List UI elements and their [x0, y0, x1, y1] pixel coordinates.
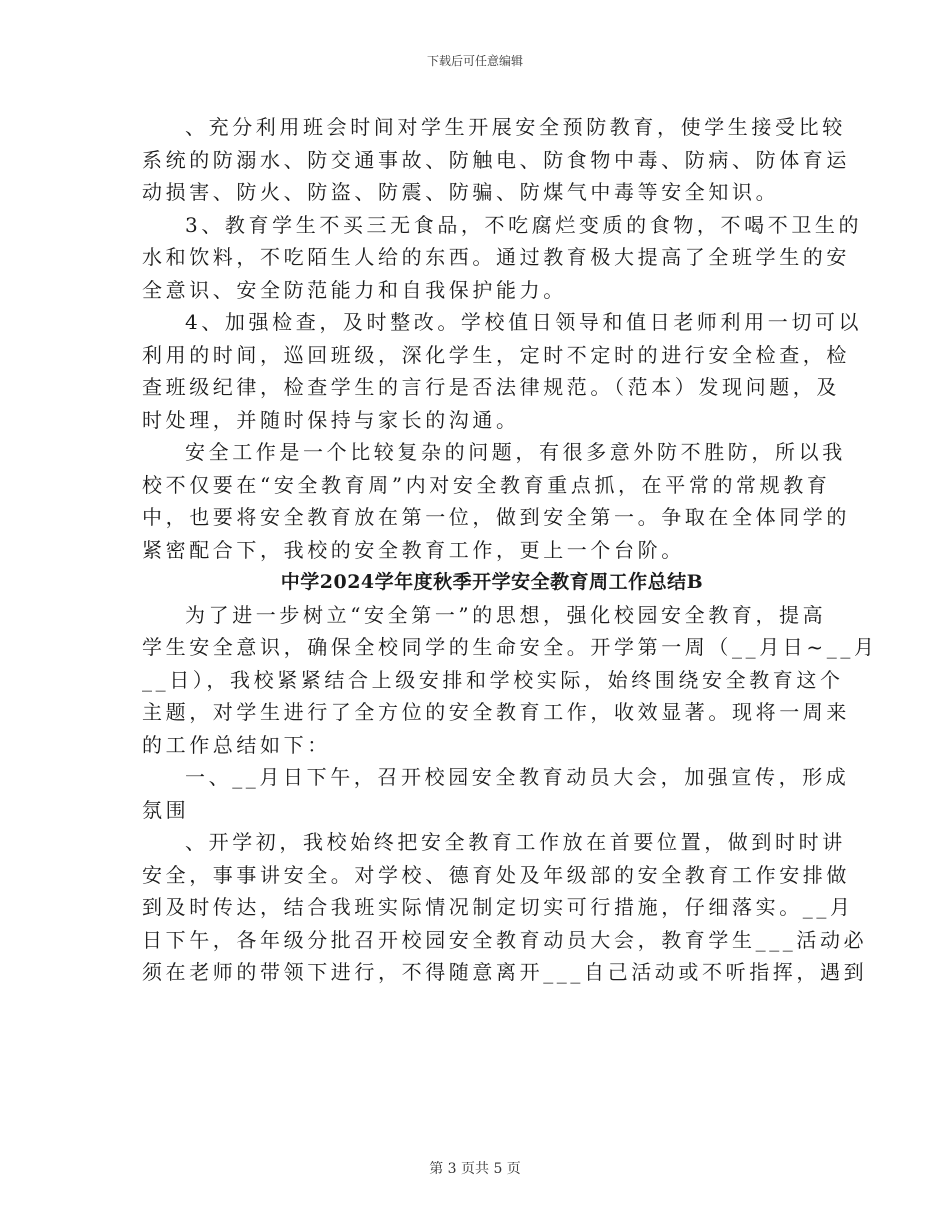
paragraph-line: __日），我校紧紧结合上级安排和学校实际，始终围绕安全教育这个	[142, 667, 844, 692]
paragraph-line: 查班级纪律，检查学生的言行是否法律规范。（范本）发现问题，及	[142, 375, 840, 399]
paragraph-line: 须在老师的带领下进行，不得随意离开___自己活动或不听指挥，遇到	[142, 960, 868, 984]
paragraph-line: 安全工作是一个比较复杂的问题，有很多意外防不胜防，所以我	[185, 440, 846, 464]
page-footer: 第 3 页共 5 页	[429, 1161, 521, 1177]
paragraph-line: 中，也要将安全教育放在第一位，做到安全第一。争取在全体同学的	[142, 505, 850, 529]
paragraph-line: 3、教育学生不买三无食品，不吃腐烂变质的食物，不喝不卫生的	[185, 212, 863, 237]
paragraph-line: 、充分利用班会时间对学生开展安全预防教育，使学生接受比较	[185, 115, 846, 139]
paragraph-line: 动损害、防火、防盗、防震、防骗、防煤气中毒等安全知识。	[142, 180, 780, 204]
paragraph-line: 一、__月日下午，召开校园安全教育动员大会，加强宣传，形成	[185, 765, 850, 789]
paragraph-line: 到及时传达，结合我班实际情况制定切实可行措施，仔细落实。__月	[142, 895, 854, 919]
paragraph-line: 学生安全意识，确保全校同学的生命安全。开学第一周（__月日~__月	[142, 635, 878, 659]
paragraph-line: 利用的时间，巡回班级，深化学生，定时不定时的进行安全检查，检	[142, 342, 850, 367]
paragraph-line: 时处理，并随时保持与家长的沟通。	[142, 407, 520, 432]
paragraph-line: 校不仅要在“安全教育周”内对安全教育重点抓，在平常的常规教育	[142, 472, 831, 497]
paragraph-line: 氛围	[142, 797, 190, 822]
document-body	[142, 111, 878, 989]
paragraph-line: 日下午，各年级分批召开校园安全教育动员大会，教育学生___活动必	[142, 927, 868, 952]
paragraph-line: 主题，对学生进行了全方位的安全教育工作，收效显著。现将一周来	[142, 700, 850, 724]
paragraph-line: 的工作总结如下：	[142, 732, 331, 757]
page-header: 下载后可任意编辑	[426, 54, 523, 68]
paragraph-line: 全意识、安全防范能力和自我保护能力。	[142, 277, 567, 302]
paragraph-line: 、开学初，我校始终把安全教育工作放在首要位置，做到时时讲	[185, 830, 846, 854]
paragraph-line: 安全，事事讲安全。对学校、德育处及年级部的安全教育工作安排做	[142, 862, 850, 887]
paragraph-line: 水和饮料，不吃陌生人给的东西。通过教育极大提高了全班学生的安	[142, 245, 850, 269]
paragraph-line: 4、加强检查，及时整改。学校值日领导和值日老师利用一切可以	[185, 310, 863, 334]
paragraph-line: 系统的防溺水、防交通事故、防触电、防食物中毒、防病、防体育运	[142, 147, 850, 172]
paragraph-line: 紧密配合下，我校的安全教育工作，更上一个台阶。	[142, 537, 685, 562]
section-title: 中学2024学年度秋季开学安全教育周工作总结B	[280, 571, 704, 593]
paragraph-line: 为了进一步树立“安全第一”的思想，强化校园安全教育，提高	[185, 602, 827, 627]
